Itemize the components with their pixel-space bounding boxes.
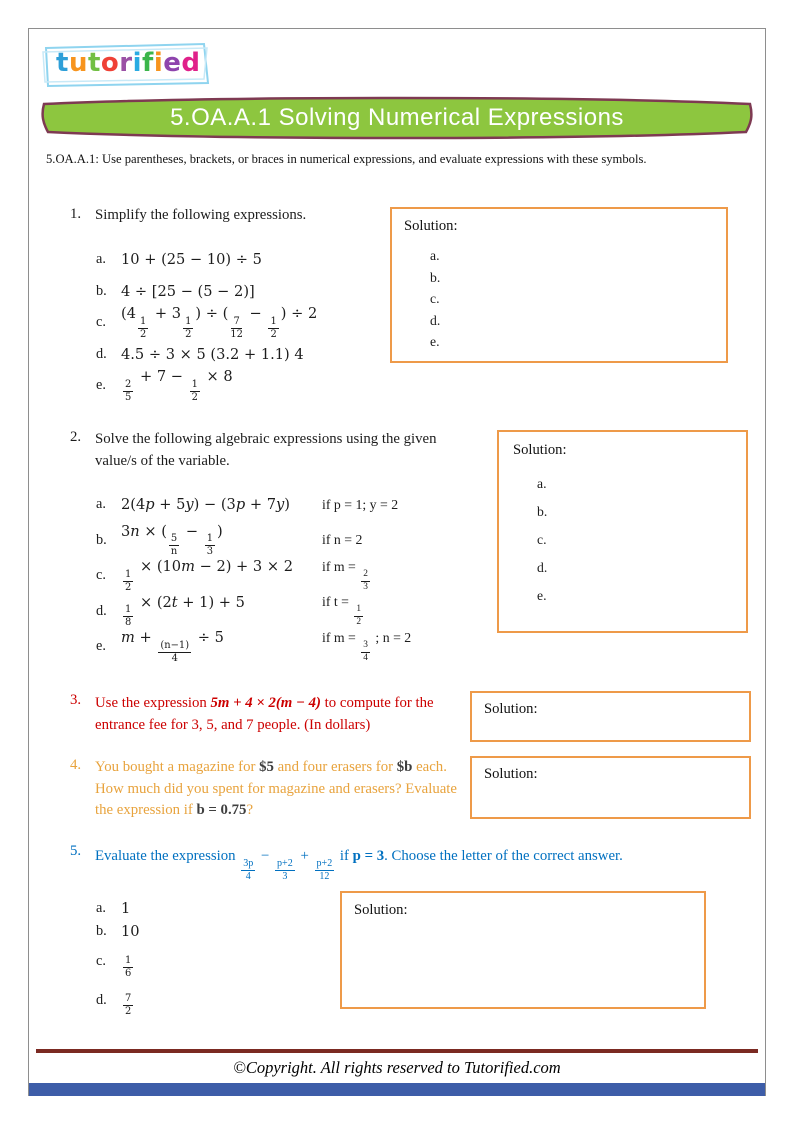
expression: 4 ÷ [25 − (5 − 2)] (121, 282, 255, 300)
solution-slot: c. (430, 291, 440, 306)
solution-slot: e. (430, 334, 440, 349)
condition: if p = 1; y = 2 (322, 496, 399, 512)
expression-item-1b (96, 276, 390, 308)
expression: 2(4p + 5y) − (3p + 7y) (121, 496, 290, 514)
question-5-number: 5. (70, 843, 82, 859)
question-3 (70, 692, 500, 736)
item-label: c. (96, 567, 106, 584)
option-value: $\frac{7}{2}$ (125, 992, 132, 1018)
option-value: $\frac{1}{6}$ (125, 954, 132, 980)
solution-slot: b. (430, 269, 441, 285)
expression: $\frac{2}{5}$ + 7 − $\frac{1}{2}$ × 8 (125, 368, 233, 403)
expression-item-1d (96, 339, 390, 371)
item-label: b. (96, 282, 107, 299)
solution-box-4 (470, 756, 751, 819)
item-label: c. (96, 953, 106, 970)
solution-slots (404, 248, 714, 356)
condition: if n = 2 (322, 532, 363, 548)
question-2-head (70, 429, 540, 472)
question-2 (70, 429, 540, 665)
solution-title: Solution: (354, 902, 408, 918)
standard-description: 5.OA.A.1: Use parentheses, brackets, or braces in numerical expressions, and evaluate expressions with these symbols. (46, 152, 647, 166)
question-4-number: 4. (70, 757, 82, 773)
question-1 (70, 206, 390, 402)
item-label: b. (96, 531, 107, 548)
item-label: d. (96, 345, 107, 362)
logo-text: tutorified (56, 48, 201, 78)
expression-item-1c (96, 307, 390, 339)
solution-slot: c. (537, 532, 547, 547)
item-label: b. (96, 922, 107, 939)
condition: if t = $\frac{1}{2}$ (322, 594, 362, 628)
expression-item-2b (96, 523, 540, 559)
solution-slot: d. (430, 312, 441, 328)
solution-slots (513, 476, 732, 616)
solution-box-1 (390, 207, 728, 363)
solution-title: Solution: (484, 701, 538, 717)
condition: if m = $\frac{3}{4}$ ; n = 2 (322, 629, 412, 663)
item-label: a. (96, 899, 106, 916)
question-2-number: 2. (70, 429, 82, 445)
solution-title: Solution: (484, 766, 538, 782)
question-4 (70, 757, 500, 822)
question-2-prompt: Solve the following algebraic expressions using the given value/s of the variable. (95, 431, 437, 469)
item-label: e. (96, 377, 106, 394)
option-value: 10 (121, 922, 140, 940)
item-label: c. (96, 314, 106, 331)
question-1-head (70, 206, 390, 224)
question-5-text: Evaluate the expression $\frac{3p}{4}$ − $\frac{p+2}{3}$ + $\frac{p+2}{12}$ if p = 3. Choose the letter of the correct answer. (95, 848, 623, 883)
bottom-bar (29, 1083, 765, 1096)
question-1-items (70, 244, 390, 402)
solution-slot: a. (430, 248, 440, 263)
copyright-text: ©Copyright. All rights reserved to Tutorified.com (233, 1058, 561, 1077)
question-1-number: 1. (70, 206, 82, 222)
solution-slot: e. (537, 588, 547, 603)
expression: m + $\frac{(n-1)}{4}$ ÷ 5 (121, 629, 224, 664)
item-label: d. (96, 602, 107, 619)
solution-slot: a. (537, 476, 547, 491)
page-title: 5.OA.A.1 Solving Numerical Expressions (170, 104, 624, 131)
condition: if m = $\frac{2}{3}$ (322, 558, 368, 592)
title-banner (36, 93, 758, 143)
question-1-prompt: Simplify the following expressions. (95, 207, 307, 223)
expression-item-1e (96, 370, 390, 402)
expression-item-2a (96, 487, 540, 523)
expression-item-2c (96, 558, 540, 594)
expression: $\frac{1}{2}$ × (10m − 2) + 3 × 2 (125, 558, 294, 593)
solution-box-2 (497, 430, 748, 633)
solution-slot: b. (537, 504, 548, 519)
solution-title: Solution: (404, 218, 458, 234)
expression-item-2d (96, 594, 540, 630)
footer-rule (36, 1049, 758, 1053)
item-label: a. (96, 496, 106, 513)
item-label: d. (96, 991, 107, 1008)
expression: 3n × ( $\frac{5}{n}$ − $\frac{1}{3}$ ) (121, 522, 223, 558)
question-4-text: You bought a magazine for $5 and four erasers for $b each. How much did you spent for magazine and erasers? Evaluate the expression if b = 0.75? (95, 759, 457, 818)
expression: $\frac{1}{8}$ × (2t + 1) + 5 (125, 593, 245, 629)
item-label: e. (96, 638, 106, 655)
expression-item-2e (96, 629, 540, 665)
question-3-text: Use the expression 5m + 4 × 2(m − 4) to compute for the entrance fee for 3, 5, and 7 people. (In dollars) (95, 695, 434, 733)
solution-box-3 (470, 691, 751, 742)
tutorified-logo (40, 40, 212, 90)
item-label: a. (96, 251, 106, 268)
expression-item-1a (96, 244, 390, 276)
expression: (4 $\frac{1}{2}$ + 3 $\frac{1}{2}$ ) ÷ ( $\frac{7}{12}$ − $\frac{1}{2}$ ) ÷ 2 (121, 305, 318, 340)
question-3-number: 3. (70, 692, 82, 708)
option-value: 1 (121, 899, 131, 917)
expression: 10 + (25 − 10) ÷ 5 (121, 251, 262, 269)
solution-slot: d. (537, 560, 548, 575)
solution-title: Solution: (513, 442, 567, 458)
solution-box-5 (340, 891, 706, 1009)
expression: 4.5 ÷ 3 × 5 (3.2 + 1.1) 4 (121, 345, 304, 363)
question-2-items (70, 487, 540, 665)
